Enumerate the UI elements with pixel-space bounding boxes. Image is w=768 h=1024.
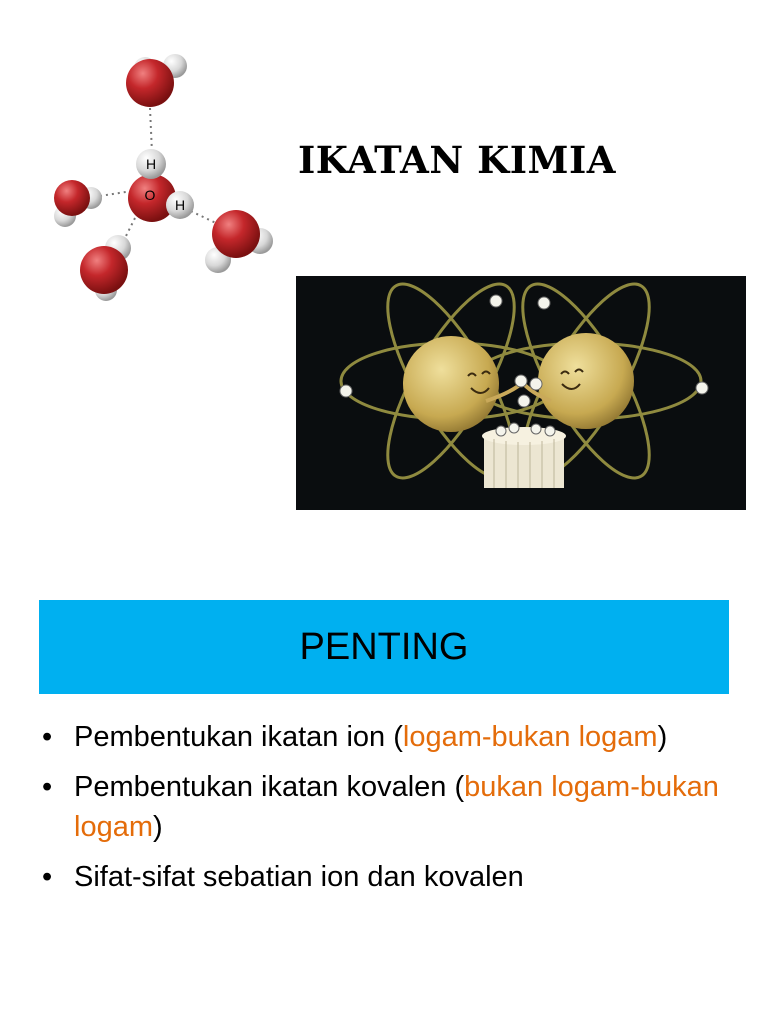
bullet-text: Sifat-sifat sebatian ion dan kovalen xyxy=(74,861,524,893)
slide-title: IKATAN KIMIA xyxy=(298,138,617,182)
bullet-text-end: ) xyxy=(153,811,163,843)
h-label-right: H xyxy=(174,197,186,213)
bullet-text-end: ) xyxy=(657,721,668,753)
atoms-bonding-illustration xyxy=(296,276,746,510)
h-label-top: H xyxy=(145,156,157,172)
o-label: O xyxy=(144,187,156,203)
bullet-marker: • xyxy=(42,861,53,893)
bullet-marker: • xyxy=(42,771,53,803)
bullet-text: Pembentukan ikatan kovalen ( xyxy=(74,771,465,803)
bullet-item-compound-properties xyxy=(38,857,738,897)
bullet-text: Pembentukan ikatan ion ( xyxy=(74,721,403,753)
bullet-item-ionic-bond xyxy=(38,717,738,757)
bullet-list xyxy=(38,717,738,907)
bullet-highlight: bukan logam-bukan logam xyxy=(74,771,719,843)
bullet-item-covalent-bond xyxy=(38,767,738,847)
banner-heading: PENTING xyxy=(299,626,469,668)
bullet-marker: • xyxy=(42,721,53,753)
water-molecule-illustration xyxy=(40,38,290,318)
bullet-highlight: logam-bukan logam xyxy=(402,721,658,753)
penting-banner xyxy=(39,600,729,694)
